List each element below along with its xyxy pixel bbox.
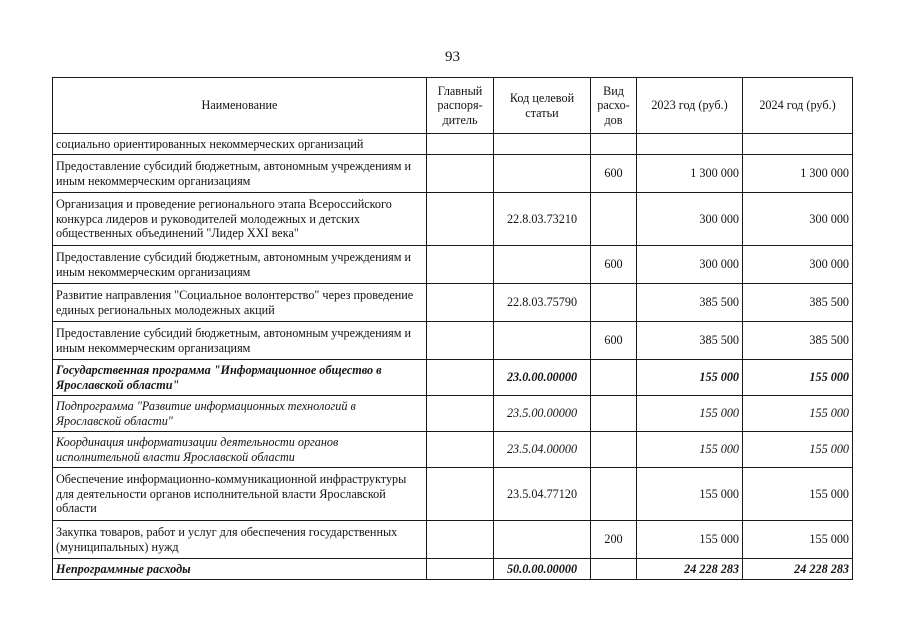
- cell-admin: [427, 155, 494, 193]
- cell-2024: 155 000: [743, 360, 853, 396]
- header-2024: 2024 год (руб.): [743, 78, 853, 134]
- header-admin: Главный распоря-дитель: [427, 78, 494, 134]
- cell-kind: 200: [591, 521, 637, 559]
- cell-2024: [743, 134, 853, 155]
- cell-2023: 385 500: [637, 284, 743, 322]
- cell-name: Предоставление субсидий бюджетным, автономным учреждениям и иным некоммерческим организациям: [53, 322, 427, 360]
- cell-name: Обеспечение информационно-коммуникационной инфраструктуры для деятельности органов исполнительной власти Ярославской области: [53, 468, 427, 521]
- cell-code: 23.5.04.00000: [494, 432, 591, 468]
- cell-name: Непрограммные расходы: [53, 559, 427, 580]
- table-row: [53, 284, 853, 322]
- cell-2024: 155 000: [743, 396, 853, 432]
- table-row: [53, 322, 853, 360]
- cell-2024: 24 228 283: [743, 559, 853, 580]
- cell-kind: [591, 134, 637, 155]
- cell-2023: 155 000: [637, 432, 743, 468]
- cell-kind: [591, 284, 637, 322]
- header-kind: Вид расхо-дов: [591, 78, 637, 134]
- cell-2024: 385 500: [743, 322, 853, 360]
- table-row: [53, 396, 853, 432]
- table-row: [53, 193, 853, 246]
- cell-code: 23.5.04.77120: [494, 468, 591, 521]
- cell-2024: 300 000: [743, 246, 853, 284]
- table-header-row: [53, 78, 853, 134]
- cell-admin: [427, 246, 494, 284]
- table-row: [53, 432, 853, 468]
- cell-code: [494, 134, 591, 155]
- cell-code: 22.8.03.73210: [494, 193, 591, 246]
- table-row: [53, 155, 853, 193]
- cell-kind: [591, 432, 637, 468]
- cell-2023: 155 000: [637, 468, 743, 521]
- cell-code: [494, 155, 591, 193]
- cell-2023: 300 000: [637, 246, 743, 284]
- cell-2024: 1 300 000: [743, 155, 853, 193]
- cell-admin: [427, 521, 494, 559]
- cell-2024: 300 000: [743, 193, 853, 246]
- cell-2024: 155 000: [743, 468, 853, 521]
- header-code: Код целевой статьи: [494, 78, 591, 134]
- cell-kind: [591, 396, 637, 432]
- cell-name: Государственная программа "Информационное общество в Ярославской области": [53, 360, 427, 396]
- cell-admin: [427, 396, 494, 432]
- header-2023: 2023 год (руб.): [637, 78, 743, 134]
- cell-admin: [427, 360, 494, 396]
- table-row: [53, 521, 853, 559]
- cell-kind: [591, 468, 637, 521]
- cell-name: Развитие направления "Социальное волонтерство" через проведение единых региональных молодежных акций: [53, 284, 427, 322]
- cell-code: 23.5.00.00000: [494, 396, 591, 432]
- cell-name: Координация информатизации деятельности органов исполнительной власти Ярославской области: [53, 432, 427, 468]
- cell-2023: 24 228 283: [637, 559, 743, 580]
- cell-kind: [591, 559, 637, 580]
- cell-2023: [637, 134, 743, 155]
- cell-admin: [427, 432, 494, 468]
- cell-name: Предоставление субсидий бюджетным, автономным учреждениям и иным некоммерческим организациям: [53, 155, 427, 193]
- cell-kind: [591, 360, 637, 396]
- cell-name: социально ориентированных некоммерческих организаций: [53, 134, 427, 155]
- cell-admin: [427, 284, 494, 322]
- header-name: Наименование: [53, 78, 427, 134]
- cell-code: 23.0.00.00000: [494, 360, 591, 396]
- cell-2023: 385 500: [637, 322, 743, 360]
- cell-kind: 600: [591, 155, 637, 193]
- cell-kind: [591, 193, 637, 246]
- cell-code: 22.8.03.75790: [494, 284, 591, 322]
- cell-2023: 155 000: [637, 521, 743, 559]
- cell-2024: 155 000: [743, 521, 853, 559]
- cell-name: Организация и проведение регионального этапа Всероссийского конкурса лидеров и руководителей молодежных и детских общественных объединений "Лидер XXI века": [53, 193, 427, 246]
- cell-2023: 300 000: [637, 193, 743, 246]
- cell-code: [494, 322, 591, 360]
- cell-2024: 385 500: [743, 284, 853, 322]
- cell-kind: 600: [591, 246, 637, 284]
- cell-admin: [427, 468, 494, 521]
- cell-admin: [427, 193, 494, 246]
- cell-kind: 600: [591, 322, 637, 360]
- cell-code: [494, 521, 591, 559]
- table-row: [53, 360, 853, 396]
- cell-2023: 155 000: [637, 360, 743, 396]
- table-row: [53, 559, 853, 580]
- cell-2024: 155 000: [743, 432, 853, 468]
- cell-2023: 1 300 000: [637, 155, 743, 193]
- cell-code: 50.0.00.00000: [494, 559, 591, 580]
- cell-admin: [427, 134, 494, 155]
- cell-name: Подпрограмма "Развитие информационных технологий в Ярославской области": [53, 396, 427, 432]
- cell-admin: [427, 559, 494, 580]
- cell-name: Предоставление субсидий бюджетным, автономным учреждениям и иным некоммерческим организациям: [53, 246, 427, 284]
- cell-admin: [427, 322, 494, 360]
- page-number: 93: [445, 49, 460, 65]
- cell-2023: 155 000: [637, 396, 743, 432]
- budget-table: [52, 77, 853, 580]
- cell-code: [494, 246, 591, 284]
- cell-name: Закупка товаров, работ и услуг для обеспечения государственных (муниципальных) нужд: [53, 521, 427, 559]
- table-row: [53, 468, 853, 521]
- table-row: [53, 134, 853, 155]
- table-row: [53, 246, 853, 284]
